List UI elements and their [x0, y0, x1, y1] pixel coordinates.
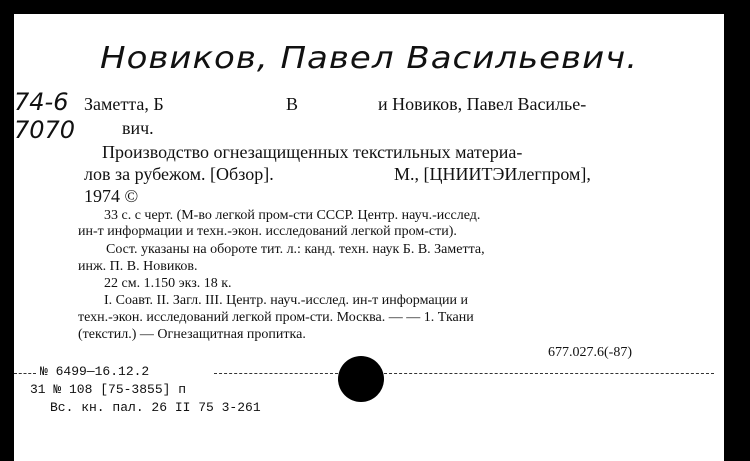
authors-line-continued: вич.	[122, 118, 154, 138]
publisher: М., [ЦНИИТЭИлегпром],	[394, 164, 591, 184]
footer-rule-middle	[214, 373, 338, 374]
title-line-2: лов за рубежом. [Обзор].	[84, 164, 274, 184]
handwritten-call-number-bottom: 7070	[14, 116, 76, 144]
handwritten-call-number-top: 74-6	[14, 88, 69, 116]
description-line-3: Сост. указаны на обороте тит. л.: канд. техн. наук Б. В. Заметта,	[106, 242, 485, 257]
description-line-7: техн.-экон. исследований легкой пром-сти. Москва. — — 1. Ткани	[78, 310, 474, 325]
footer-rule-right	[384, 373, 714, 374]
scan-border-left	[0, 0, 14, 461]
scan-border-right	[724, 0, 750, 461]
title-line-1: Производство огнезащищенных текстильных материа-	[102, 142, 523, 162]
udc-classification: 677.027.6(-87)	[548, 345, 632, 360]
punch-hole	[338, 356, 384, 402]
description-line-4: инж. П. В. Новиков.	[78, 259, 198, 274]
description-line-6: I. Соавт. II. Загл. III. Центр. науч.-исслед. ин-т информации и	[104, 293, 469, 308]
description-line-2: ин-т информации и техн.-экон. исследований легкой пром-сти).	[78, 224, 457, 239]
authors-line-a: Заметта, Б	[84, 94, 164, 114]
description-line-5: 22 см. 1.150 экз. 18 к.	[104, 276, 232, 291]
scan-border-top	[0, 0, 750, 14]
description-line-8: (текстил.) — Огнезащитная пропитка.	[78, 327, 306, 342]
authors-line-c: и Новиков, Павел Василье-	[378, 94, 587, 114]
description-line-1: 33 с. с черт. (М-во легкой пром-сти СССР. Центр. науч.-исслед.	[104, 208, 481, 223]
footer-registry: Вс. кн. пал. 26 II 75 3-261	[50, 400, 261, 415]
title-line-3: 1974 ©	[84, 186, 139, 206]
authors-line-b: В	[286, 94, 299, 114]
footer-number: № 6499—16.12.2	[40, 364, 150, 379]
footer-order: 31 № 108 [75-3855] п	[30, 382, 187, 397]
footer-rule-left	[14, 373, 36, 374]
handwritten-heading: Новиков, Павел Васильевич.	[100, 40, 639, 76]
